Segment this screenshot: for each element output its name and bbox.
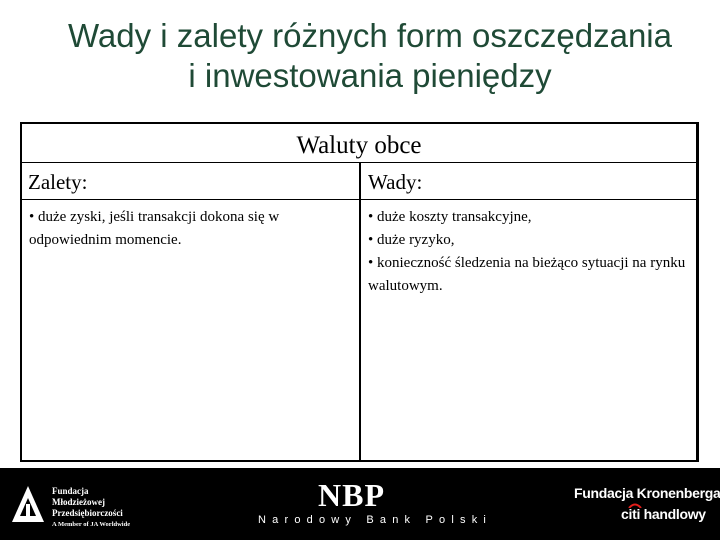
disadvantage-item: • duże ryzyko, [368,232,455,248]
advantages-cell [29,206,349,252]
slide-title-line-2: i inwestowania pieniędzy [188,57,552,94]
kronenberg-logo: Fundacja Kronenberga [574,485,720,501]
fmp-line: Przedsiębiorczości [52,508,123,518]
disadvantages-cell [368,206,690,298]
column-divider [359,162,361,460]
fmp-logo-icon [10,482,46,528]
disadvantage-item: • konieczność śledzenia na bieżąco sytuacji na rynku walutowym. [368,255,686,294]
nbp-full-name: Narodowy Bank Polski [258,514,493,526]
nbp-logo: NBP [318,477,385,513]
fmp-logo-text [52,486,130,530]
slide-title [0,16,720,96]
footer-bar [0,468,720,540]
advantages-header: Zalety: [28,170,88,194]
comparison-table [20,122,699,462]
fmp-line: Młodzieżowej [52,497,105,507]
disadvantages-header: Wady: [368,170,423,194]
fmp-line: Fundacja [52,486,89,496]
table-heading: Waluty obce [22,124,696,163]
citi-handlowy-logo: citi handlowy [621,506,706,522]
slide-title-line-1: Wady i zalety różnych form oszczędzania [67,17,672,54]
disadvantage-item: • duże koszty transakcyjne, [368,209,532,225]
row-divider [22,199,696,200]
advantage-item: • duże zyski, jeśli transakcji dokona się w odpowiednim momencie. [29,209,280,248]
fmp-tagline: A Member of JA Worldwide [52,521,131,528]
